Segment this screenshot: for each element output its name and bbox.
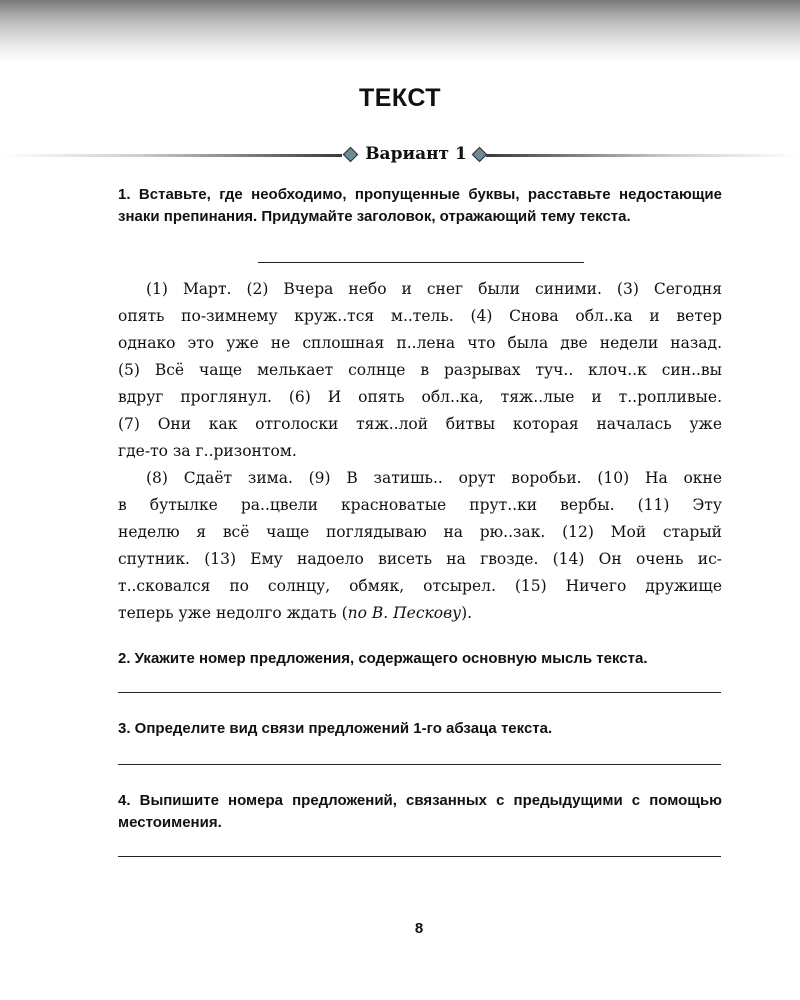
page-title: ТЕКСТ: [358, 84, 442, 112]
task-4-answer-line[interactable]: [118, 856, 721, 857]
text-line: спутник. (13) Ему надоело висеть на гвозде. (14) Он очень ис-: [118, 550, 722, 568]
text-line-end: ).: [461, 604, 473, 622]
text-line: опять по-зимнему круж..тся м..тель. (4) Снова обл..ка и ветер: [118, 307, 722, 325]
task-1: 1. Вставьте, где необходимо, пропущенные буквы, расставьте недостающие знаки препинания. Придумайте заголовок, отражающий тему текста.: [118, 186, 722, 225]
variant-rule-left: [0, 154, 342, 157]
text-line: вдруг проглянул. (6) И опять обл..ка, тяж..лые и т..ропливые.: [118, 388, 722, 406]
page-number: 8: [414, 920, 424, 937]
task-2-answer-line[interactable]: [118, 692, 721, 693]
text-paragraph-2: [118, 465, 722, 627]
text-line: где-то за г..ризонтом.: [118, 442, 297, 460]
text-source: по В. Пескову: [347, 604, 462, 622]
variant-rule-right: [486, 154, 800, 157]
text-line-final: [118, 600, 722, 627]
variant-header: [0, 144, 800, 168]
task-3-answer-line[interactable]: [118, 764, 721, 765]
task-3: 3. Определите вид связи предложений 1-го абзаца текста.: [118, 720, 553, 737]
text-line: (7) Они как отголоски тяж..лой битвы которая началась уже: [118, 415, 722, 433]
text-paragraph-1: [118, 276, 722, 465]
text-line-start: теперь уже недолго ждать (: [118, 604, 348, 622]
text-line: (1) Март. (2) Вчера небо и снег были синими. (3) Сегодня: [146, 280, 722, 298]
variant-label: Вариант 1: [365, 144, 467, 164]
task-2: 2. Укажите номер предложения, содержащего основную мысль текста.: [118, 650, 648, 667]
text-line: в бутылке ра..цвели красноватые прут..ки вербы. (11) Эту: [118, 496, 722, 514]
text-line: т..сковался по солнцу, обмяк, отсырел. (15) Ничего дружище: [118, 577, 722, 595]
diamond-ornament-icon: [472, 147, 488, 163]
exercise-text: [118, 276, 722, 627]
top-gradient-band: [0, 0, 800, 62]
text-line: однако это уже не сплошная п..лена что была две недели назад.: [118, 334, 722, 352]
text-line: неделю я всё чаще поглядываю на рю..зак. (12) Мой старый: [118, 523, 722, 541]
text-line: (5) Всё чаще мелькает солнце в разрывах туч.. клоч..к син..вы: [118, 361, 722, 379]
task-4: 4. Выпишите номера предложений, связанных с предыдущими с помощью местоимения.: [118, 792, 722, 831]
diamond-ornament-icon: [343, 147, 359, 163]
text-line: (8) Сдаёт зима. (9) В затишь.. орут воробьи. (10) На окне: [146, 469, 722, 487]
title-answer-line[interactable]: [258, 262, 584, 263]
